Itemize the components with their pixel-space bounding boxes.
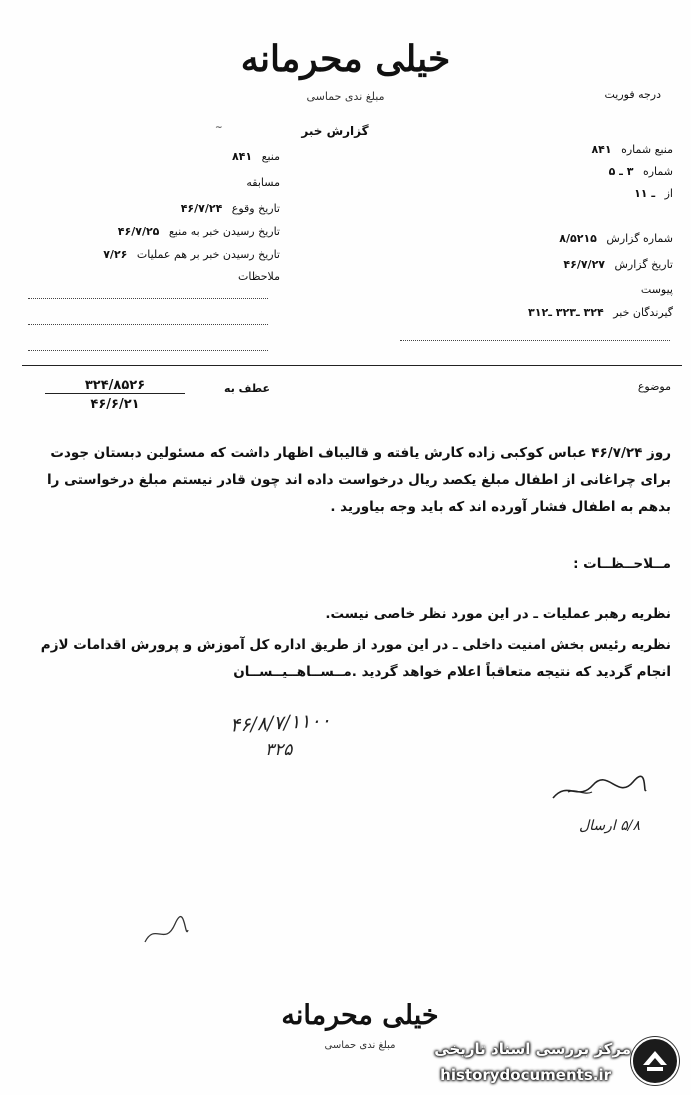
report-title: گزارش خبر: [301, 124, 369, 138]
left-row-2: [20, 176, 280, 190]
right-row-7-label: گیرندگان خبر: [613, 306, 673, 319]
left-row-6-label: ملاحظات: [238, 270, 280, 283]
classification-subtitle: مبلغ ندی حماسی: [306, 90, 385, 103]
sig-stamp: ۳۲۵: [265, 740, 293, 760]
right-row-2: [383, 165, 673, 179]
ref-value-2: ۴۶/۶/۲۱: [90, 397, 140, 412]
left-row-4: [20, 225, 280, 239]
left-row-3: [20, 202, 280, 216]
right-row-1-label: منبع شماره: [621, 143, 673, 156]
archive-org-name: مرکز بررسی اسناد تاریخی: [434, 1040, 631, 1058]
remark-1: نظریه رهبر عملیات ـ در این مورد نظر خاصی نیست.: [325, 606, 671, 622]
right-row-5-label: تاریخ گزارش: [614, 258, 673, 271]
left-row-1: [20, 150, 280, 164]
section-separator: [22, 365, 682, 366]
archive-logo-icon: [631, 1037, 679, 1085]
ref-label: عطف به: [224, 382, 270, 395]
right-row-1-value: ۸۴۱: [591, 143, 612, 156]
right-dotted-line: [400, 340, 670, 341]
body-paragraph: روز ۴۶/۷/۲۴ عباس کوکبی زاده کارش یافته و قالیباف اظهار داشت که مسئولین دبستان جودت برای چراغانی از اطفال مبلغ یکصد ریال درخواست داده اند چون قادر نیستم مبلغ درخواستی را بدهم به اطفال فشار آورده اند که باید وجه بیاورید .: [47, 445, 671, 515]
left-row-3-value: ۴۶/۷/۲۴: [180, 202, 223, 215]
right-row-3: [383, 187, 673, 201]
signature-note: ۵/۸ ارسال: [578, 818, 640, 834]
left-row-2-label: مسابقه: [246, 176, 280, 189]
left-row-6: [20, 270, 280, 284]
left-row-5: [20, 248, 280, 262]
date-stamp: ۴۶/۸/۷/۱۱۰۰: [229, 709, 332, 737]
right-row-5-value: ۴۶/۷/۲۷: [563, 258, 605, 271]
left-dotted-line-3: [28, 350, 268, 351]
footer-classification-sub: مبلغ ندی حماسی: [324, 1040, 396, 1051]
archive-url: historydocuments.ir: [440, 1066, 611, 1084]
left-dotted-line-1: [28, 298, 268, 299]
right-row-4-value: ۸/۵۲۱۵: [559, 232, 597, 245]
remark-2: نظریه رئیس بخش امنیت داخلی ـ در این مورد از طریق اداره کل آموزش و پرورش اقدامات لازم انجام گردید که نتیجه متعاقباً اعلام خواهد گردید .مــســاهــیــســان: [40, 637, 671, 680]
right-row-7: [383, 306, 673, 320]
remarks-title: مــلاحــظــات :: [573, 556, 671, 572]
right-row-4: [383, 232, 673, 246]
subject-label: موضوع: [637, 380, 671, 393]
right-row-5: [383, 258, 673, 272]
right-row-7-value: ۳۲۴ ـ۳۲۳ ـ۳۱۲: [528, 306, 604, 319]
corner-mark: ~: [215, 123, 223, 133]
left-row-5-label: تاریخ رسیدن خبر بر هم عملیات: [136, 248, 280, 261]
left-row-4-label: تاریخ رسیدن خبر به منبع: [168, 225, 280, 238]
left-row-1-label: منبع: [261, 150, 280, 163]
left-row-5-value: ۷/۲۶: [103, 248, 128, 261]
classification-title: خیلی محرمانه: [240, 38, 451, 80]
left-row-1-value: ۸۴۱: [231, 150, 253, 163]
left-row-4-value: ۴۶/۷/۲۵: [117, 225, 160, 238]
left-dotted-line-2: [28, 324, 268, 325]
right-row-6-label: پیوست: [640, 283, 673, 296]
right-row-1: [383, 143, 673, 157]
right-row-3-label: از: [664, 187, 673, 200]
footer-classification: خیلی محرمانه: [281, 1000, 439, 1031]
margin-scribble: [140, 912, 190, 952]
priority-label: درجه فوریت: [604, 88, 661, 101]
right-row-3-value: ـ ۱۱: [634, 187, 656, 200]
right-row-4-label: شماره گزارش: [606, 232, 673, 245]
signature-scribble: [548, 770, 648, 810]
right-row-6: [383, 283, 673, 297]
right-row-2-label: شماره: [642, 165, 673, 178]
left-row-3-label: تاریخ وقوع: [231, 202, 280, 215]
ref-value-1: ۳۲۴/۸۵۲۶: [45, 378, 185, 394]
right-row-2-value: ۳ ـ ۵: [608, 165, 634, 178]
